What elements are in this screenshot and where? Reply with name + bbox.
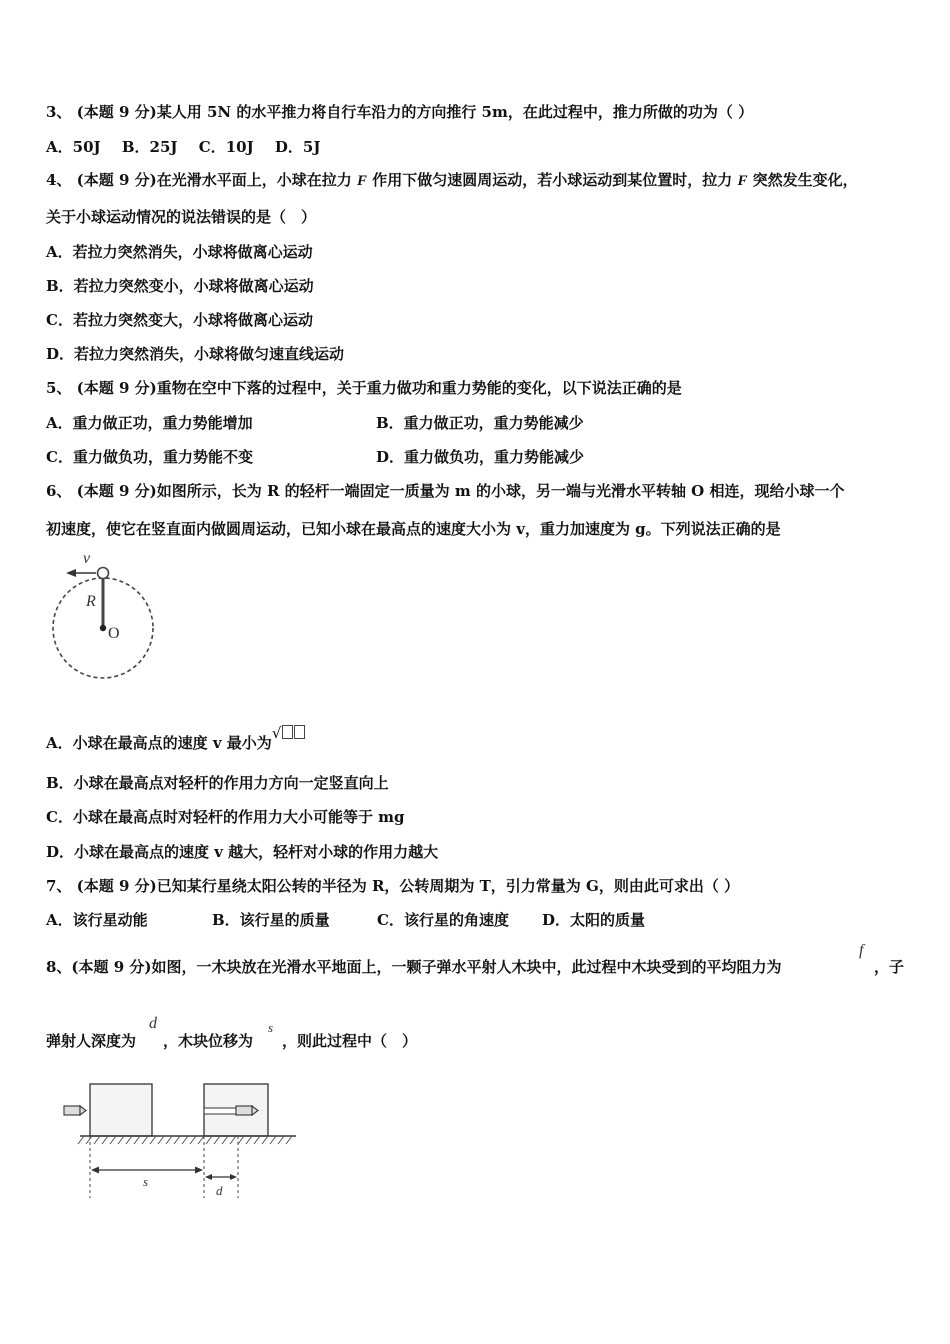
q8-figure-bullet-initial-tip — [80, 1106, 86, 1115]
q8-figure-block-initial — [90, 1084, 152, 1136]
q8-figure-ground-hatching — [78, 1136, 292, 1144]
q3-option-a[interactable]: A．50J — [46, 138, 101, 156]
q6-figure-velocity-arrowhead — [66, 569, 76, 577]
q8-figure-label-d: d — [216, 1183, 223, 1198]
q8-stem-line1: 8、(本题 9 分)如图，一木块放在光滑水平地面上，一颗子弹水平射人木块中，此过程中木块受到的平均阻力为 — [46, 958, 782, 976]
q8-figure-bullet-final — [236, 1106, 252, 1115]
q8-stem-line1-end: ，子 — [874, 958, 905, 976]
q8-figure-s-arrow-right — [195, 1167, 203, 1174]
q5-option-d[interactable]: D．重力做负功，重力势能减少 — [376, 448, 585, 466]
q6-option-a-sqrt — [272, 724, 306, 742]
q8-figure-label-s: s — [143, 1174, 149, 1189]
q4-stem-part-b: 作用下做匀速圆周运动，若小球运动到某位置时，拉力 — [366, 171, 738, 189]
q6-figure-pivot — [100, 625, 106, 631]
q5-stem: 5、 (本题 9 分)重物在空中下落的过程中，关于重力做功和重力势能的变化，以下说法正确的是 — [46, 379, 682, 397]
q8-sym-f: f — [859, 942, 864, 959]
q7-option-a[interactable]: A．该行星动能 — [46, 911, 148, 929]
q3-stem: 3、 (本题 9 分)某人用 5N 的水平推力将自行车沿力的方向推行 5m，在此过程中，推力所做的功为（ ） — [46, 103, 754, 121]
q7-options — [46, 910, 645, 930]
q8-figure-bullet-block — [46, 1076, 302, 1202]
q7-option-d[interactable]: D．太阳的质量 — [542, 911, 646, 929]
q8-stem-line2a: 弹射人深度为 — [46, 1032, 137, 1050]
q8-figure-d-arrow-right — [230, 1174, 237, 1180]
q6-figure-circular-motion — [46, 545, 166, 687]
q4-option-b[interactable]: B．若拉力突然变小，小球将做离心运动 — [46, 277, 314, 295]
q3-option-d[interactable]: D．5J — [274, 138, 321, 156]
q6-figure-label-r: R — [86, 593, 96, 610]
q6-figure-label-v: v — [83, 550, 91, 567]
q8-figure-s-arrow-left — [91, 1167, 99, 1174]
q8-figure-bullet-initial — [64, 1106, 80, 1115]
q5-option-a[interactable]: A．重力做正功，重力势能增加 — [46, 414, 253, 432]
q6-option-a[interactable] — [46, 723, 305, 753]
q3-option-b[interactable]: B．25J — [121, 138, 178, 156]
q3-options — [46, 137, 320, 157]
q8-stem-line2c: ，则此过程中（ ） — [282, 1032, 418, 1050]
q3-option-c[interactable]: C．10J — [198, 138, 254, 156]
q4-stem-part-a: 4、 (本题 9 分)在光滑水平面上，小球在拉力 — [46, 171, 357, 189]
q8-sym-d: d — [149, 1015, 157, 1032]
q8-stem-line2b: ，木块位移为 — [163, 1032, 254, 1050]
q4-stem-line2: 关于小球运动情况的说法错误的是（ ） — [46, 208, 317, 226]
q5-option-b[interactable]: B．重力做正功，重力势能减少 — [376, 414, 584, 432]
q6-figure-ball — [98, 568, 109, 579]
q6-option-b[interactable]: B．小球在最高点对轻杆的作用力方向一定竖直向上 — [46, 774, 389, 792]
q6-option-d[interactable]: D．小球在最高点的速度 v 越大，轻杆对小球的作用力越大 — [46, 843, 439, 861]
q4-var-f-2: F — [737, 173, 748, 189]
q6-figure-label-o: O — [108, 625, 120, 642]
q8-figure-bullet-channel — [204, 1108, 236, 1114]
q6-stem-line1: 6、 (本题 9 分)如图所示，长为 R 的轻杆一端固定一质量为 m 的小球，另一端与光滑水平转轴 O 相连，现给小球一个 — [46, 482, 845, 500]
q5-option-c[interactable]: C．重力做负功，重力势能不变 — [46, 448, 253, 466]
q8-figure-d-arrow-left — [205, 1174, 212, 1180]
q6-option-a-placeholder-box-2 — [294, 725, 305, 739]
q7-option-c[interactable]: C．该行星的角速度 — [377, 911, 509, 929]
q4-option-d[interactable]: D．若拉力突然消失，小球将做匀速直线运动 — [46, 345, 345, 363]
q7-stem: 7、 (本题 9 分)已知某行星绕太阳公转的半径为 R，公转周期为 T，引力常量为 G，则由此可求出（ ） — [46, 877, 740, 895]
q6-option-a-text: A．小球在最高点的速度 v 最小为 — [46, 734, 272, 752]
q6-option-a-placeholder-box — [282, 725, 293, 739]
q4-stem-part-c: 突然发生变化， — [747, 171, 858, 189]
q8-sym-s: s — [268, 1020, 274, 1035]
q4-option-a[interactable]: A．若拉力突然消失，小球将做离心运动 — [46, 243, 313, 261]
q7-option-b[interactable]: B．该行星的质量 — [212, 911, 330, 929]
q4-var-f: F — [356, 173, 367, 189]
q4-option-c[interactable]: C．若拉力突然变大，小球将做离心运动 — [46, 311, 313, 329]
q4-stem — [46, 170, 858, 191]
q6-option-c[interactable]: C．小球在最高点时对轻杆的作用力大小可能等于 mg — [46, 808, 405, 826]
q6-stem-line2: 初速度，使它在竖直面内做圆周运动，已知小球在最高点的速度大小为 v，重力加速度为 g。下列说法正确的是 — [46, 520, 781, 538]
q6-option-a-sqrt-sign: √ — [271, 724, 282, 742]
